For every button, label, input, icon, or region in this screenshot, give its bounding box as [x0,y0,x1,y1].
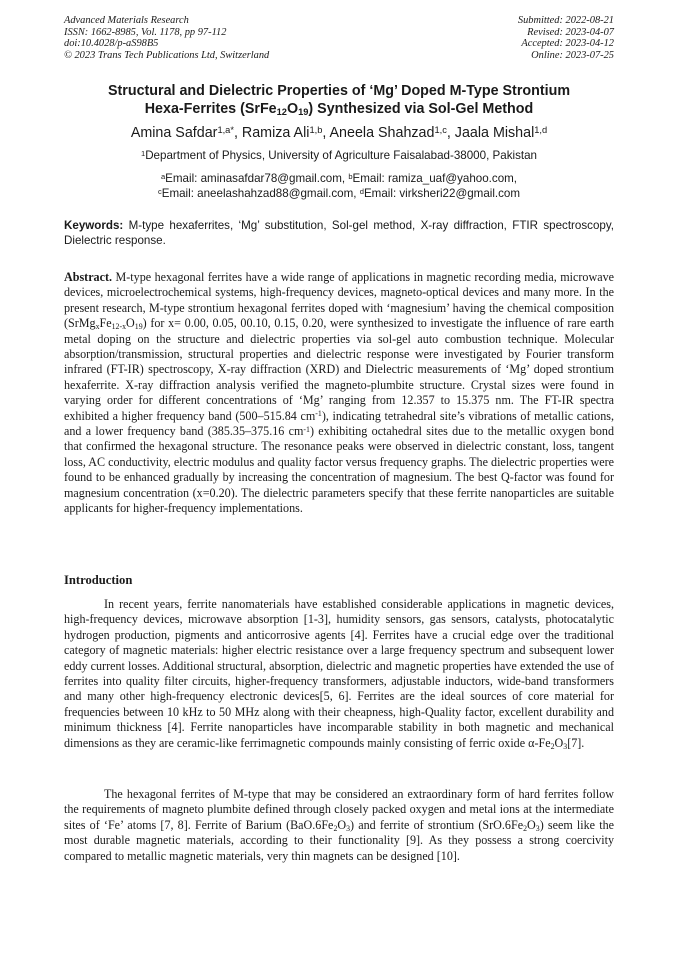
intro-subscript: 3 [535,823,540,833]
author-separator: , [233,125,242,141]
intro-subscript: 3 [346,823,351,833]
email-a: Email: aminasafdar78@gmail.com, [165,172,349,185]
intro-subscript: 3 [563,741,568,751]
paragraph-text [64,787,614,864]
author-affil-mark: 1,d [534,124,548,135]
abstract-text: ) exhibiting octahedral sites due to the metallic oxygen bond that confirmed the hexagonal structure. The resonance peaks were observed in dielectric constant, loss, tangent loss, AC conductivity, electric modulus and quality factor versus frequency graphs. The dielectric properties were found to be enhanced gradually by increasing the concentration of magnesium. The best Q-factor was found for magnesium concentration (x=0.20). The dielectric parameters specify that these ferrite nanoparticles are suitable applicants for higher-frequency implementations. [64,424,614,516]
abstract-paragraph [64,270,614,517]
email-mark: a [160,171,166,181]
author-name: Amina Safdar [130,125,218,141]
affiliation-text: Department of Physics, University of Agriculture Faisalabad-38000, Pakistan [145,149,537,162]
journal-issn: ISSN: 1662-8985, Vol. 1178, pp 97-112 [64,26,227,38]
email-line-1 [20,171,658,186]
date-revised: Revised: 2023-04-07 [527,26,614,38]
journal-info [64,15,269,61]
author-affil-mark: 1,c [434,124,447,135]
email-d: Email: virksheri22@gmail.com [363,187,521,200]
title-subscript: 19 [298,107,309,118]
paragraph-text [64,597,614,751]
journal-doi: doi:10.4028/p-aS98B5 [64,38,159,50]
intro-text: O [337,817,347,832]
author-affil-mark: 1,a* [217,124,234,135]
abstract [64,270,614,517]
title-text: Hexa-Ferrites (SrFe [144,101,277,117]
abstract-subscript: 19 [134,322,143,332]
journal-name: Advanced Materials Research [64,15,189,26]
date-accepted: Accepted: 2023-04-12 [521,38,614,50]
intro-subscript: 2 [333,823,338,833]
intro-text: O [554,735,564,750]
author-name: Ramiza Ali [241,125,310,141]
email-mark: d [359,186,364,196]
abstract-superscript: -1 [315,409,322,419]
author-list [20,123,658,143]
title-text: O [286,101,299,117]
date-submitted: Submitted: 2022-08-21 [517,15,614,26]
intro-text: The hexagonal ferrites of M-type that may be considered an extraordinary form of hard ferrites follow the requirements of magneto plumbite defined through closely packed oxygen and metal ions at the intermediate sites of ‘Fe’ atoms [7, 8]. Ferrite of Barium (BaO.6Fe [64,787,614,832]
abstract-label: Abstract. [64,270,113,284]
title-subscript: 12 [276,107,287,118]
keywords-text: M-type hexaferrites, ‘Mg’ substitution, Sol-gel method, X-ray diffraction, FTIR spectroscopy, Dielectric response. [64,219,614,247]
abstract-text: M-type hexagonal ferrites have a wide range of applications in magnetic recording media, microwave devices, microelectrochemical systems, high-frequency devices, magneto-optical devices and many more. In the present research, M-type strontium hexagonal ferrites doped with ‘magnesium’ having the chemical composition (SrMg [64,270,614,331]
introduction-paragraph-1 [64,597,614,751]
intro-text: ) and ferrite of strontium (SrO.6Fe [350,817,524,832]
author-name: Aneela Shahzad [329,125,435,141]
affiliation [20,149,658,163]
title-line-2 [40,100,638,118]
author-affil-mark: 1,b [309,124,323,135]
abstract-text: O [126,316,135,331]
introduction-heading: Introduction [64,573,133,587]
introduction-paragraph-2 [64,787,614,864]
email-b: Email: ramiza_uaf@yahoo.com, [352,172,518,185]
abstract-text: Fe [99,316,112,331]
submission-dates [518,15,614,61]
intro-text: ) seem like the most durable magnetic materials, according to their functionality [9]. As they possess a strong coercivity compared to metallic magnetic materials, very thin magnets can be designed [10]. [64,817,614,863]
abstract-text: ) for x= 0.00, 0.05, 00.10, 0.15, 0.20, were synthesized to investigate the influence of rare earth metal doping on the structure and dielectric properties via sol-gel auto combustion technique. Molecular absorption/transmission, structural properties and dielectric response were investigated by Fourier transform infrared (FT-IR) spectroscopy, X-ray diffraction (XRD) and Dielectric measurements of ‘Mg’ doped strontium hexaferrite. X-ray diffraction analysis verified the magneto-plumbite structure. Crystal sizes were found in varying order for different concentrations of ‘Mg’ ranging from 12.357 to 15.375 nm. The FT-IR spectra exhibited a higher frequency band (500–515.84 cm [64,316,614,423]
intro-text: O [527,817,536,832]
author-separator: , [446,125,455,141]
email-mark: c [157,186,162,196]
title-line-1: Structural and Dielectric Properties of ‘Mg’ Doped M-Type Strontium [107,83,571,99]
keywords [64,219,614,248]
email-line-2 [20,186,658,201]
keywords-label: Keywords: [64,219,124,232]
intro-text: In recent years, ferrite nanomaterials have established considerable applications in magnetic devices, high-frequency devices, microwave absorption [1-3], humidity sensors, gas sensors, catalysts, photocatalytic hydrogen production, pigments and anticorrosive agents [4]. Ferrites have a crucial edge over the traditional category of magnetic materials: higher electric resistance over a large frequency spectrum and subsequent lower eddy current losses. Additional structural, absorption, dielectric and magnetic properties have extended the use of ferrites into quality filter circuits, higher-frequency transformers, adjustable inductors, wide-band transformers and many other high-frequency electronic devices[5, 6]. Ferrites are the ideal sources of core material for frequencies between 10 kHz to 50 MHz along with their cheapness, high-Quality factor, excellent durability and minimum thickness [4]. Ferrite nanoparticles have incomparable stability in both magnetic and mechanical dimensions as they are ceramic-like ferrimagnetic compounds mainly consisting of ferric oxide α-Fe [64,597,614,750]
abstract-subscript: x [95,322,100,332]
email-c: Email: aneelashahzad88@gmail.com, [161,187,360,200]
author-name: Jaala Mishal [454,125,535,141]
abstract-subscript: 12-x [111,322,127,332]
email-mark: b [348,171,353,181]
intro-text: [7]. [567,735,585,750]
date-online: Online: 2023-07-25 [531,49,614,61]
intro-subscript: 2 [523,823,528,833]
author-separator: , [322,125,330,141]
intro-subscript: 2 [550,741,555,751]
abstract-superscript: -1 [303,424,310,434]
author-emails [20,171,658,201]
affiliation-mark: 1 [140,148,146,158]
abstract-text: ), indicating tetrahedral site’s vibrations of metallic cations, and a lower frequency band (385.35–375.16 cm [64,408,615,439]
journal-copyright: © 2023 Trans Tech Publications Ltd, Switzerland [64,49,270,61]
paper-title [40,82,638,118]
title-text: ) Synthesized via Sol-Gel Method [308,101,534,117]
